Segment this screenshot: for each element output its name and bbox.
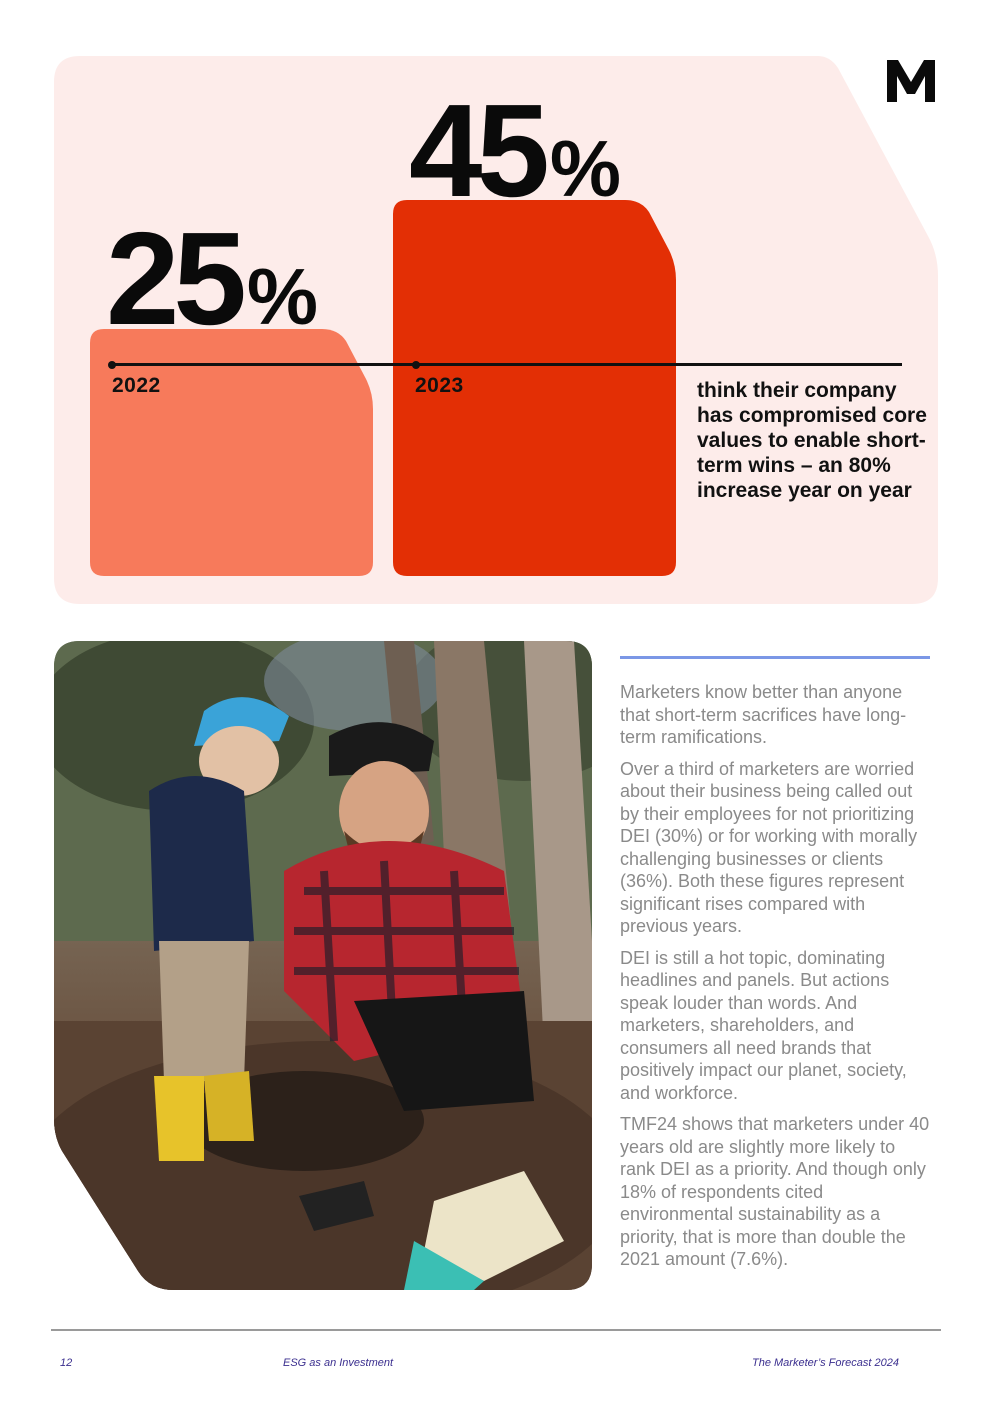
body-paragraph-3: DEI is still a hot topic, dominating headlines and panels. But actions speak louder than words. And marketers, shareholders, and consumers all need brands that positively impact our planet, society, and workforce. xyxy=(620,947,907,1103)
timeline-dot-2022 xyxy=(108,361,116,369)
timeline-line xyxy=(111,363,902,366)
body-paragraph-2: Over a third of marketers are worried about their business being called out by their employees for not prioritizing DEI (30%) or for working with morally challenging businesses or clients (36%). Both these figures represent significant rises compared with previous years. xyxy=(620,758,918,936)
body-paragraph-4: TMF24 shows that marketers under 40 years old are slightly more likely to rank DEI as a priority. And though only 18% of respondents cited environmental sustainability as a priority, that is more than double the 2021 amount (7.6%). xyxy=(620,1114,930,1269)
m-monogram-logo xyxy=(887,60,935,102)
year-label-2023: 2023 xyxy=(415,374,464,397)
timeline-dot-2023 xyxy=(412,361,420,369)
year-label-2022: 2022 xyxy=(112,374,161,397)
footer-divider xyxy=(51,1329,941,1331)
photo-child-and-man-planting-seedling xyxy=(54,641,592,1290)
stat-2023-percentage: 45% xyxy=(409,77,621,224)
photo-illustration xyxy=(54,641,592,1290)
footer-page-number: 12 xyxy=(60,1357,73,1369)
footer-section-title: ESG as an Investment xyxy=(283,1357,394,1369)
body-copy xyxy=(620,681,935,1280)
hero-caption: think their company has compromised core values to enable short-term wins – an 80% increase year on year xyxy=(697,379,927,502)
body-paragraph-1: Marketers know better than anyone that short-term sacrifices have long-term ramifications. xyxy=(620,682,907,747)
section-divider xyxy=(620,656,930,659)
stat-2022-percentage: 25% xyxy=(106,205,318,352)
bar-2022 xyxy=(90,329,373,576)
footer-publication-title: The Marketer’s Forecast 2024 xyxy=(752,1357,899,1369)
